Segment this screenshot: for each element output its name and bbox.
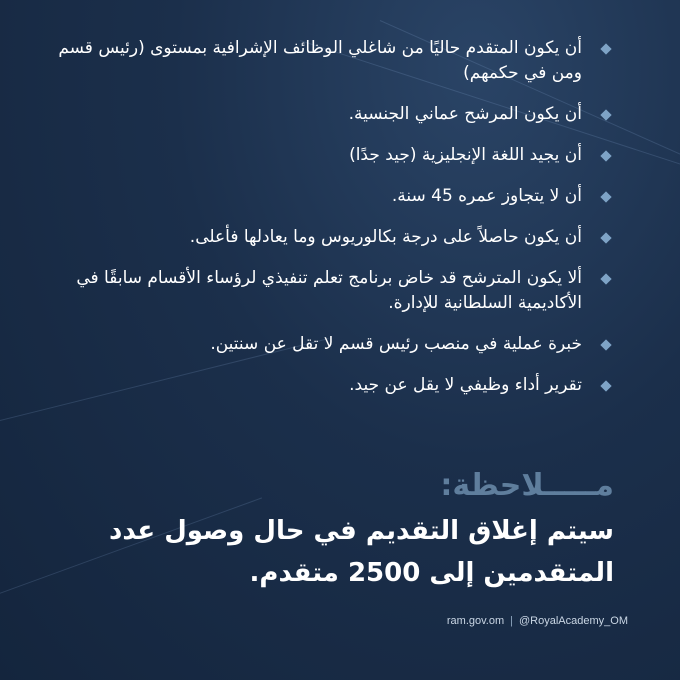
social-handle[interactable]: @RoyalAcademy_OM (519, 615, 628, 627)
requirement-text: أن يكون حاصلاً على درجة بكالوريوس وما يعادلها فأعلى. (189, 227, 582, 247)
requirement-item (54, 225, 614, 250)
website-link[interactable]: ram.gov.om (446, 615, 505, 627)
requirement-item (54, 184, 614, 209)
diamond-bullet-icon (600, 380, 611, 391)
diamond-bullet-icon (600, 150, 611, 161)
diamond-bullet-icon (600, 109, 611, 120)
requirement-text: أن يكون المرشح عماني الجنسية. (348, 104, 582, 124)
diamond-bullet-icon (600, 339, 611, 350)
diamond-bullet-icon (600, 273, 611, 284)
requirement-text: أن يكون المتقدم حاليًا من شاغلي الوظائف الإشرافية بمستوى (رئيس قسم ومن في حكمهم) (58, 38, 582, 83)
requirement-item (54, 143, 614, 168)
requirements-list (54, 36, 614, 414)
requirement-text: أن لا يتجاوز عمره 45 سنة. (391, 186, 582, 206)
requirement-item (54, 373, 614, 398)
requirement-item (54, 266, 614, 316)
requirement-text: خبرة عملية في منصب رئيس قسم لا تقل عن سنتين. (210, 334, 582, 354)
footer-separator: | (510, 615, 514, 627)
requirement-text: تقرير أداء وظيفي لا يقل عن جيد. (349, 375, 582, 395)
note-heading: مـــــلاحظة: (440, 468, 614, 503)
note-body: سيتم إغلاق التقديم في حال وصول عدد المتقدمين إلى 2500 متقدم. (109, 516, 614, 588)
diamond-bullet-icon (600, 232, 611, 243)
diamond-bullet-icon (600, 43, 611, 54)
requirement-item (54, 102, 614, 127)
diamond-bullet-icon (600, 191, 611, 202)
requirement-item (54, 36, 614, 86)
requirement-text: أن يجيد اللغة الإنجليزية (جيد جدًا) (349, 145, 582, 165)
requirement-item (54, 332, 614, 357)
footer (447, 615, 628, 627)
requirement-text: ألا يكون المترشح قد خاض برنامج تعلم تنفيذي لرؤساء الأقسام سابقًا في الأكاديمية السلطانية للإدارة. (76, 268, 582, 313)
